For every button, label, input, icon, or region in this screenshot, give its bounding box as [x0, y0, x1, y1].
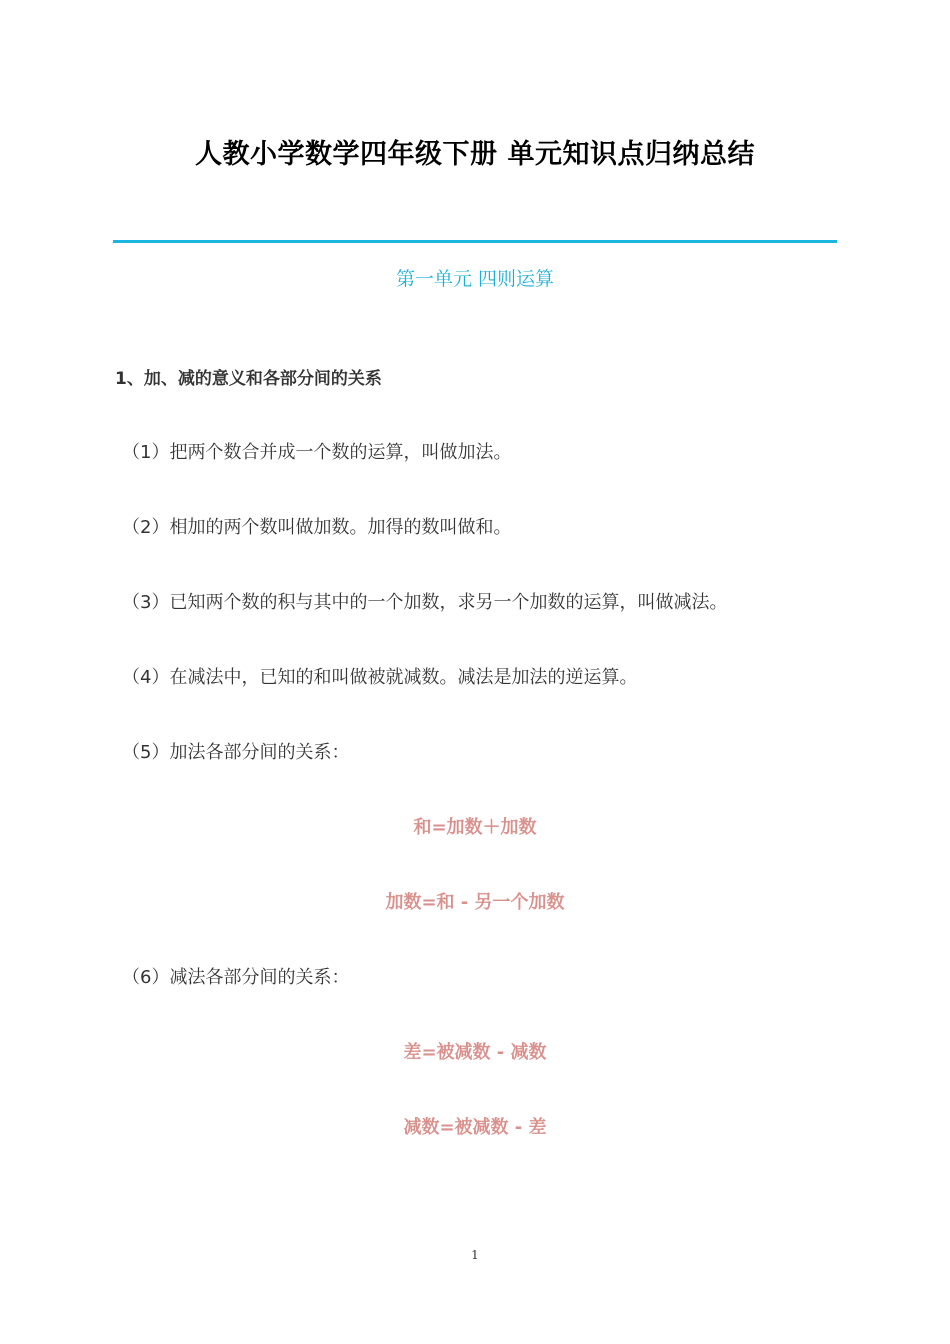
item-1: （1）把两个数合并成一个数的运算，叫做加法。 [122, 442, 512, 463]
addition-formula-2: 加数=和 - 另一个加数 [385, 892, 565, 913]
subtraction-formula-1: 差=被减数 - 减数 [403, 1042, 547, 1063]
page-number: 1 [471, 1248, 479, 1262]
unit-heading: 第一单元 四则运算 [395, 268, 555, 290]
title-divider [113, 240, 837, 243]
section-heading: 1、加、减的意义和各部分间的关系 [115, 369, 382, 389]
page-title: 人教小学数学四年级下册 单元知识点归纳总结 [195, 139, 755, 170]
item-3: （3）已知两个数的积与其中的一个加数，求另一个加数的运算，叫做减法。 [122, 592, 728, 613]
item-2: （2）相加的两个数叫做加数。加得的数叫做和。 [122, 517, 512, 538]
subtraction-formula-2: 减数=被减数 - 差 [403, 1117, 547, 1138]
item-5: （5）加法各部分间的关系： [122, 742, 350, 763]
addition-formula-1: 和=加数＋加数 [413, 817, 537, 838]
item-6: （6）减法各部分间的关系： [122, 967, 350, 988]
item-4: （4）在减法中，已知的和叫做被就减数。减法是加法的逆运算。 [122, 667, 638, 688]
